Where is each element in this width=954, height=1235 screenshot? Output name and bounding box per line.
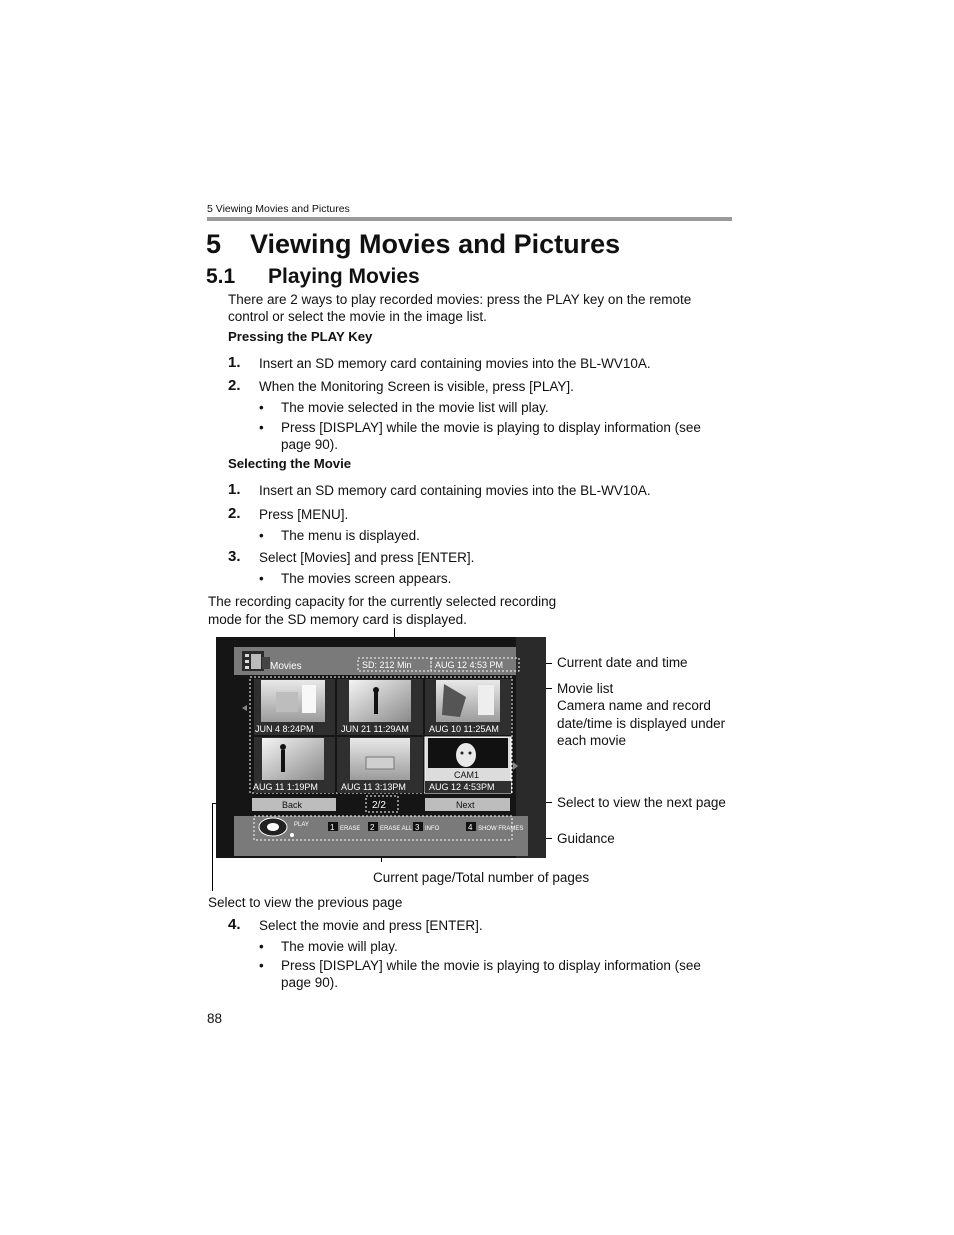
chapter-title-text: Viewing Movies and Pictures xyxy=(250,229,621,259)
guide-key: 2 xyxy=(370,823,375,832)
thumbnail[interactable] xyxy=(337,679,423,735)
step-text: Press [MENU]. xyxy=(259,507,349,522)
guide-key: 1 xyxy=(330,823,335,832)
callout-capacity: The recording capacity for the currently selected recording mode for the SD memory card is displayed. xyxy=(208,594,557,627)
step-number: 4. xyxy=(228,916,241,933)
intro-paragraph: There are 2 ways to play recorded movies: press the PLAY key on the remote control or select the movie in the image list. xyxy=(228,292,692,324)
thumbnail[interactable] xyxy=(253,737,335,793)
step-number: 2. xyxy=(228,377,241,394)
bullet-text: The movie will play. xyxy=(281,939,398,954)
step-text: Insert an SD memory card containing movies into the BL-WV10A. xyxy=(259,483,651,498)
leader-line xyxy=(212,803,213,891)
header-rule xyxy=(207,217,732,221)
next-button-label: Next xyxy=(456,800,475,810)
step-text: Select the movie and press [ENTER]. xyxy=(259,918,483,933)
page-indicator: 2/2 xyxy=(372,800,386,811)
chapter-title xyxy=(206,229,620,260)
thumbnail-label: JUN 4 8:24PM xyxy=(255,724,314,734)
guide-label: ERASE ALL xyxy=(380,826,413,832)
movies-screen xyxy=(216,637,546,858)
back-button[interactable] xyxy=(252,798,336,811)
guide-play-label: PLAY xyxy=(294,822,309,828)
callout-guidance: Guidance xyxy=(557,831,615,846)
guide-label: INFO xyxy=(425,826,440,832)
callout-page-count: Current page/Total number of pages xyxy=(373,870,590,885)
section-title xyxy=(206,265,420,289)
guide-key: 4 xyxy=(468,823,473,832)
bullet-icon: • xyxy=(259,400,264,415)
bullet-text: The movies screen appears. xyxy=(281,571,452,586)
step-text: Insert an SD memory card containing movies into the BL-WV10A. xyxy=(259,356,651,371)
chapter-number: 5 xyxy=(206,229,222,259)
bullet-icon: • xyxy=(259,958,264,973)
bullet-icon: • xyxy=(259,939,264,954)
section-title-text: Playing Movies xyxy=(268,265,420,288)
thumbnail[interactable] xyxy=(254,679,335,735)
step-number: 1. xyxy=(228,481,241,498)
next-button[interactable] xyxy=(425,798,510,811)
thumbnail[interactable] xyxy=(337,737,423,793)
selecting-heading: Selecting the Movie xyxy=(228,456,352,471)
bullet-icon: • xyxy=(259,420,264,435)
guide-key: 3 xyxy=(415,823,420,832)
callout-movie-list-desc: Camera name and record date/time is displayed under each movie xyxy=(557,698,726,748)
callout-prev-page: Select to view the previous page xyxy=(208,895,403,910)
step-number: 1. xyxy=(228,354,241,371)
screen-title: Movies xyxy=(270,661,302,672)
camera-name: CAM1 xyxy=(454,770,480,780)
pressing-heading: Pressing the PLAY Key xyxy=(228,329,373,344)
bullet-text: The menu is displayed. xyxy=(281,528,420,543)
thumbnail-label: AUG 12 4:53PM xyxy=(429,782,495,792)
guide-label: SHOW FRAMES xyxy=(478,826,524,832)
bullet-text: The movie selected in the movie list will play. xyxy=(281,400,549,415)
thumbnail-label: JUN 21 11:29AM xyxy=(341,724,409,734)
callout-next-page: Select to view the next page xyxy=(557,795,726,810)
thumbnail-label: AUG 10 11:25AM xyxy=(429,724,499,734)
callout-datetime: Current date and time xyxy=(557,655,688,670)
sd-capacity: SD: 212 Min xyxy=(362,660,412,670)
page-number: 88 xyxy=(207,1011,223,1026)
step-text: Select [Movies] and press [ENTER]. xyxy=(259,550,475,565)
step-number: 2. xyxy=(228,505,241,522)
step-number: 3. xyxy=(228,548,241,565)
back-button-label: Back xyxy=(282,800,303,810)
section-number: 5.1 xyxy=(206,265,236,288)
bullet-text: Press [DISPLAY] while the movie is playing to display information (see page 90). xyxy=(281,958,701,990)
running-header: 5 Viewing Movies and Pictures xyxy=(207,203,350,215)
thumbnail-label: AUG 11 3:13PM xyxy=(341,782,406,792)
thumbnail[interactable] xyxy=(425,679,511,735)
guide-label: ERASE xyxy=(340,826,361,832)
step-text: When the Monitoring Screen is visible, press [PLAY]. xyxy=(259,379,574,394)
thumbnail-label: AUG 11 1:19PM xyxy=(253,782,318,792)
thumbnail-selected[interactable] xyxy=(425,737,511,793)
screen-datetime: AUG 12 4:53 PM xyxy=(435,660,504,670)
screen-graphic xyxy=(216,637,546,858)
bullet-icon: • xyxy=(259,571,264,586)
bullet-text: Press [DISPLAY] while the movie is playing to display information (see page 90). xyxy=(281,420,701,452)
callout-movie-list-title: Movie list xyxy=(557,681,614,696)
bullet-icon: • xyxy=(259,528,264,543)
